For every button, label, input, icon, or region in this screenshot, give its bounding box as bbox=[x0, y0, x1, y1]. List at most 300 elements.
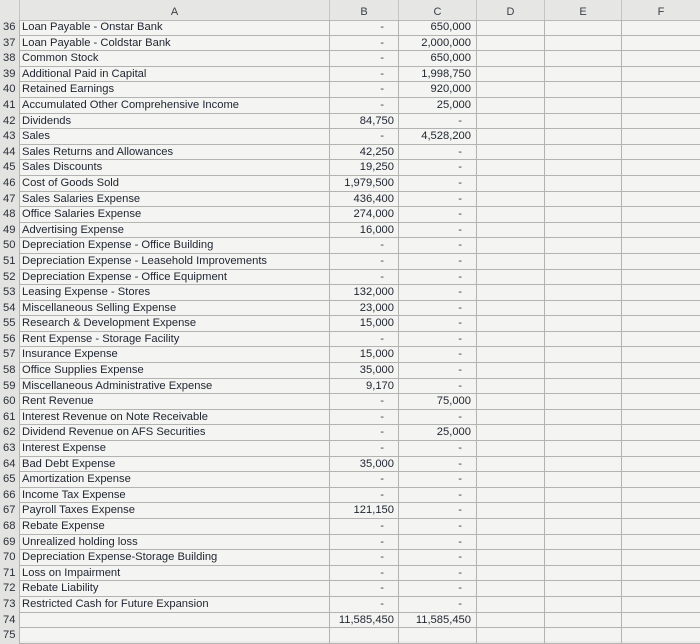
cell-account-name[interactable]: Depreciation Expense - Leasehold Improvements bbox=[20, 254, 330, 270]
cell-empty[interactable] bbox=[622, 36, 700, 52]
cell-empty[interactable] bbox=[477, 285, 545, 301]
cell-empty[interactable] bbox=[545, 379, 622, 395]
cell-credit[interactable]: - bbox=[399, 441, 477, 457]
cell-credit[interactable]: 4,528,200 bbox=[399, 129, 477, 145]
cell-credit[interactable]: - bbox=[399, 457, 477, 473]
cell-empty[interactable] bbox=[545, 238, 622, 254]
cell-empty[interactable] bbox=[622, 20, 700, 36]
table-row bbox=[0, 535, 700, 551]
row-number[interactable]: 66 bbox=[0, 488, 20, 504]
cell-empty[interactable] bbox=[477, 98, 545, 114]
cell-empty[interactable] bbox=[477, 129, 545, 145]
cell-credit[interactable]: - bbox=[399, 254, 477, 270]
cell-account-name[interactable]: Rent Expense - Storage Facility bbox=[20, 332, 330, 348]
row-number[interactable]: 65 bbox=[0, 472, 20, 488]
cell-credit[interactable]: - bbox=[399, 114, 477, 130]
cell-empty[interactable] bbox=[622, 301, 700, 317]
column-header-f[interactable]: F bbox=[657, 6, 665, 18]
cell-account-name[interactable]: Rebate Liability bbox=[20, 581, 330, 597]
cell-credit[interactable]: - bbox=[399, 566, 477, 582]
cell-debit[interactable]: - bbox=[330, 535, 399, 551]
cell-empty[interactable] bbox=[545, 550, 622, 566]
row-number[interactable]: 40 bbox=[0, 82, 20, 98]
cell-debit[interactable]: 16,000 bbox=[330, 223, 399, 239]
cell-empty[interactable] bbox=[545, 519, 622, 535]
cell-credit[interactable]: - bbox=[399, 176, 477, 192]
row-number[interactable]: 41 bbox=[0, 98, 20, 114]
row-number[interactable]: 55 bbox=[0, 316, 20, 332]
cell-account-name[interactable]: Office Supplies Expense bbox=[20, 363, 330, 379]
cell-empty[interactable] bbox=[477, 176, 545, 192]
cell-empty[interactable] bbox=[545, 129, 622, 145]
cell-debit[interactable]: 35,000 bbox=[330, 363, 399, 379]
cell-debit[interactable]: - bbox=[330, 20, 399, 36]
cell-empty[interactable] bbox=[622, 550, 700, 566]
cell-empty[interactable] bbox=[477, 316, 545, 332]
cell-credit[interactable]: - bbox=[399, 503, 477, 519]
cell-empty[interactable] bbox=[545, 457, 622, 473]
cell-empty[interactable] bbox=[545, 347, 622, 363]
row-number[interactable]: 43 bbox=[0, 129, 20, 145]
cell-account-name[interactable]: Interest Revenue on Note Receivable bbox=[20, 410, 330, 426]
column-header-d[interactable]: D bbox=[477, 0, 545, 20]
cell-account-name[interactable]: Income Tax Expense bbox=[20, 488, 330, 504]
cell-account-name[interactable]: Rebate Expense bbox=[20, 519, 330, 535]
row-number[interactable]: 70 bbox=[0, 550, 20, 566]
cell-credit[interactable]: - bbox=[399, 597, 477, 613]
cell-empty[interactable] bbox=[545, 332, 622, 348]
row-number[interactable]: 49 bbox=[0, 223, 20, 239]
cell-empty[interactable] bbox=[477, 254, 545, 270]
cell-empty[interactable] bbox=[622, 581, 700, 597]
cell-account-name[interactable]: Accumulated Other Comprehensive Income bbox=[20, 98, 330, 114]
cell-empty[interactable] bbox=[545, 581, 622, 597]
cell-account-name[interactable]: Dividends bbox=[20, 114, 330, 130]
cell-account-name[interactable]: Miscellaneous Administrative Expense bbox=[20, 379, 330, 395]
cell-account-name[interactable]: Interest Expense bbox=[20, 441, 330, 457]
cell-empty[interactable] bbox=[545, 176, 622, 192]
cell-debit[interactable]: 84,750 bbox=[330, 114, 399, 130]
cell-debit[interactable]: 121,150 bbox=[330, 503, 399, 519]
cell-empty[interactable] bbox=[622, 457, 700, 473]
cell-empty[interactable] bbox=[545, 285, 622, 301]
cell-empty[interactable] bbox=[545, 82, 622, 98]
cell-credit[interactable]: 650,000 bbox=[399, 51, 477, 67]
cell-debit[interactable]: - bbox=[330, 488, 399, 504]
cell-empty[interactable] bbox=[477, 67, 545, 83]
table-row bbox=[0, 316, 700, 332]
cell-debit[interactable]: 274,000 bbox=[330, 207, 399, 223]
cell-empty[interactable] bbox=[622, 628, 700, 644]
cell-empty[interactable] bbox=[622, 441, 700, 457]
cell-empty[interactable] bbox=[477, 410, 545, 426]
cell-empty[interactable] bbox=[545, 410, 622, 426]
cell-debit[interactable]: 23,000 bbox=[330, 301, 399, 317]
row-number[interactable]: 60 bbox=[0, 394, 20, 410]
cell-debit[interactable]: - bbox=[330, 410, 399, 426]
cell-empty[interactable] bbox=[477, 597, 545, 613]
cell-empty[interactable] bbox=[545, 441, 622, 457]
cell-debit[interactable]: - bbox=[330, 597, 399, 613]
cell-credit[interactable]: 650,000 bbox=[399, 20, 477, 36]
cell-empty[interactable] bbox=[477, 82, 545, 98]
cell-empty[interactable] bbox=[477, 192, 545, 208]
cell-credit[interactable]: 11,585,450 bbox=[399, 613, 477, 629]
cell-account-name[interactable] bbox=[20, 628, 330, 644]
cell-credit[interactable]: - bbox=[399, 192, 477, 208]
cell-debit[interactable]: - bbox=[330, 82, 399, 98]
cell-empty[interactable] bbox=[545, 597, 622, 613]
cell-empty[interactable] bbox=[622, 145, 700, 161]
cell-credit[interactable]: 1,998,750 bbox=[399, 67, 477, 83]
table-row bbox=[0, 285, 700, 301]
table-row bbox=[0, 410, 700, 426]
cell-credit[interactable]: - bbox=[399, 519, 477, 535]
cell-account-name[interactable]: Restricted Cash for Future Expansion bbox=[20, 597, 330, 613]
cell-empty[interactable] bbox=[477, 394, 545, 410]
cell-debit[interactable]: - bbox=[330, 519, 399, 535]
cell-debit[interactable]: - bbox=[330, 566, 399, 582]
row-number[interactable]: 61 bbox=[0, 410, 20, 426]
cell-empty[interactable] bbox=[545, 114, 622, 130]
cell-empty[interactable] bbox=[477, 332, 545, 348]
row-number[interactable]: 69 bbox=[0, 535, 20, 551]
cell-credit[interactable]: - bbox=[399, 347, 477, 363]
column-header-c[interactable]: C bbox=[399, 0, 477, 20]
cell-account-name[interactable]: Bad Debt Expense bbox=[20, 457, 330, 473]
cell-empty[interactable] bbox=[477, 145, 545, 161]
cell-empty[interactable] bbox=[477, 238, 545, 254]
cell-account-name[interactable]: Sales Discounts bbox=[20, 160, 330, 176]
cell-empty[interactable] bbox=[477, 270, 545, 286]
cell-empty[interactable] bbox=[622, 363, 700, 379]
cell-credit[interactable]: 75,000 bbox=[399, 394, 477, 410]
cell-account-name[interactable]: Loan Payable - Onstar Bank bbox=[20, 20, 330, 36]
cell-account-name[interactable]: Office Salaries Expense bbox=[20, 207, 330, 223]
cell-account-name[interactable]: Research & Development Expense bbox=[20, 316, 330, 332]
cell-empty[interactable] bbox=[545, 394, 622, 410]
cell-account-name[interactable]: Depreciation Expense-Storage Building bbox=[20, 550, 330, 566]
cell-empty[interactable] bbox=[477, 503, 545, 519]
cell-debit[interactable]: 1,979,500 bbox=[330, 176, 399, 192]
cell-empty[interactable] bbox=[477, 535, 545, 551]
cell-account-name[interactable]: Additional Paid in Capital bbox=[20, 67, 330, 83]
cell-account-name[interactable]: Amortization Expense bbox=[20, 472, 330, 488]
cell-credit[interactable]: - bbox=[399, 145, 477, 161]
cell-debit[interactable]: 19,250 bbox=[330, 160, 399, 176]
cell-empty[interactable] bbox=[545, 628, 622, 644]
cell-credit[interactable]: - bbox=[399, 301, 477, 317]
cell-debit[interactable]: - bbox=[330, 254, 399, 270]
cell-debit[interactable]: - bbox=[330, 550, 399, 566]
row-number[interactable]: 71 bbox=[0, 566, 20, 582]
cell-debit[interactable]: - bbox=[330, 441, 399, 457]
cell-credit[interactable]: - bbox=[399, 472, 477, 488]
cell-debit[interactable]: 15,000 bbox=[330, 316, 399, 332]
cell-empty[interactable] bbox=[622, 503, 700, 519]
table-row bbox=[0, 613, 700, 629]
cell-empty[interactable] bbox=[622, 347, 700, 363]
cell-empty[interactable] bbox=[622, 51, 700, 67]
cell-empty[interactable] bbox=[545, 472, 622, 488]
row-number[interactable]: 63 bbox=[0, 441, 20, 457]
cell-empty[interactable] bbox=[622, 223, 700, 239]
cell-empty[interactable] bbox=[622, 394, 700, 410]
cell-debit[interactable]: - bbox=[330, 472, 399, 488]
cell-empty[interactable] bbox=[622, 566, 700, 582]
cell-empty[interactable] bbox=[622, 82, 700, 98]
cell-account-name[interactable]: Advertising Expense bbox=[20, 223, 330, 239]
cell-empty[interactable] bbox=[622, 98, 700, 114]
cell-credit[interactable]: 2,000,000 bbox=[399, 36, 477, 52]
column-header-a[interactable]: A bbox=[20, 0, 330, 20]
table-row bbox=[0, 207, 700, 223]
cell-debit[interactable]: 42,250 bbox=[330, 145, 399, 161]
cell-credit[interactable]: - bbox=[399, 379, 477, 395]
cell-credit[interactable]: - bbox=[399, 223, 477, 239]
cell-empty[interactable] bbox=[622, 535, 700, 551]
row-number[interactable]: 42 bbox=[0, 114, 20, 130]
row-number[interactable]: 56 bbox=[0, 332, 20, 348]
cell-empty[interactable] bbox=[477, 379, 545, 395]
cell-empty[interactable] bbox=[477, 613, 545, 629]
cell-empty[interactable] bbox=[622, 207, 700, 223]
table-row bbox=[0, 488, 700, 504]
row-number[interactable]: 47 bbox=[0, 192, 20, 208]
cell-empty[interactable] bbox=[622, 316, 700, 332]
row-number[interactable]: 67 bbox=[0, 503, 20, 519]
cell-empty[interactable] bbox=[477, 363, 545, 379]
cell-debit[interactable]: 15,000 bbox=[330, 347, 399, 363]
cell-account-name[interactable]: Rent Revenue bbox=[20, 394, 330, 410]
cell-empty[interactable] bbox=[545, 51, 622, 67]
cell-empty[interactable] bbox=[545, 425, 622, 441]
cell-empty[interactable] bbox=[477, 472, 545, 488]
row-number[interactable]: 57 bbox=[0, 347, 20, 363]
row-number[interactable]: 72 bbox=[0, 581, 20, 597]
row-number[interactable]: 54 bbox=[0, 301, 20, 317]
cell-account-name[interactable]: Retained Earnings bbox=[20, 82, 330, 98]
cell-account-name[interactable]: Loss on Impairment bbox=[20, 566, 330, 582]
row-number[interactable]: 59 bbox=[0, 379, 20, 395]
cell-empty[interactable] bbox=[545, 363, 622, 379]
row-number[interactable]: 44 bbox=[0, 145, 20, 161]
cell-empty[interactable] bbox=[477, 347, 545, 363]
cell-credit[interactable]: - bbox=[399, 581, 477, 597]
cell-empty[interactable] bbox=[545, 145, 622, 161]
row-number[interactable]: 51 bbox=[0, 254, 20, 270]
row-number[interactable]: 48 bbox=[0, 207, 20, 223]
cell-account-name[interactable]: Cost of Goods Sold bbox=[20, 176, 330, 192]
cell-empty[interactable] bbox=[545, 223, 622, 239]
cell-account-name[interactable]: Payroll Taxes Expense bbox=[20, 503, 330, 519]
cell-credit[interactable]: 920,000 bbox=[399, 82, 477, 98]
row-number[interactable]: 39 bbox=[0, 67, 20, 83]
cell-debit[interactable]: - bbox=[330, 36, 399, 52]
cell-empty[interactable] bbox=[477, 488, 545, 504]
cell-debit[interactable]: 132,000 bbox=[330, 285, 399, 301]
cell-empty[interactable] bbox=[545, 270, 622, 286]
cell-empty[interactable] bbox=[622, 129, 700, 145]
cell-empty[interactable] bbox=[545, 192, 622, 208]
cell-account-name[interactable] bbox=[20, 613, 330, 629]
cell-empty[interactable] bbox=[545, 36, 622, 52]
cell-debit[interactable]: - bbox=[330, 238, 399, 254]
row-number[interactable]: 38 bbox=[0, 51, 20, 67]
cell-credit[interactable]: - bbox=[399, 270, 477, 286]
cell-debit[interactable]: 9,170 bbox=[330, 379, 399, 395]
cell-empty[interactable] bbox=[622, 67, 700, 83]
cell-credit[interactable]: - bbox=[399, 160, 477, 176]
cell-credit[interactable]: - bbox=[399, 488, 477, 504]
row-number[interactable]: 37 bbox=[0, 36, 20, 52]
row-number[interactable]: 50 bbox=[0, 238, 20, 254]
cell-empty[interactable] bbox=[545, 316, 622, 332]
cell-empty[interactable] bbox=[477, 457, 545, 473]
cell-empty[interactable] bbox=[477, 223, 545, 239]
cell-credit[interactable]: - bbox=[399, 207, 477, 223]
cell-empty[interactable] bbox=[545, 503, 622, 519]
cell-empty[interactable] bbox=[545, 301, 622, 317]
cell-account-name[interactable]: Sales Salaries Expense bbox=[20, 192, 330, 208]
column-header-e[interactable]: E bbox=[545, 0, 622, 20]
cell-account-name[interactable]: Depreciation Expense - Office Building bbox=[20, 238, 330, 254]
cell-debit[interactable]: - bbox=[330, 129, 399, 145]
cell-empty[interactable] bbox=[622, 613, 700, 629]
row-number[interactable]: 75 bbox=[0, 628, 20, 644]
cell-empty[interactable] bbox=[622, 410, 700, 426]
cell-account-name[interactable]: Common Stock bbox=[20, 51, 330, 67]
cell-empty[interactable] bbox=[622, 114, 700, 130]
cell-empty[interactable] bbox=[477, 36, 545, 52]
cell-empty[interactable] bbox=[477, 160, 545, 176]
cell-empty[interactable] bbox=[545, 488, 622, 504]
table-row bbox=[0, 581, 700, 597]
cell-empty[interactable] bbox=[477, 550, 545, 566]
cell-empty[interactable] bbox=[622, 597, 700, 613]
cell-account-name[interactable]: Unrealized holding loss bbox=[20, 535, 330, 551]
row-number[interactable]: 64 bbox=[0, 457, 20, 473]
cell-credit[interactable]: - bbox=[399, 316, 477, 332]
row-number[interactable]: 36 bbox=[0, 20, 20, 36]
cell-empty[interactable] bbox=[477, 20, 545, 36]
row-number[interactable]: 68 bbox=[0, 519, 20, 535]
cell-empty[interactable] bbox=[622, 285, 700, 301]
cell-debit[interactable]: - bbox=[330, 394, 399, 410]
cell-empty[interactable] bbox=[545, 207, 622, 223]
cell-account-name[interactable]: Leasing Expense - Stores bbox=[20, 285, 330, 301]
cell-empty[interactable] bbox=[477, 425, 545, 441]
cell-credit[interactable]: - bbox=[399, 285, 477, 301]
row-number[interactable]: 73 bbox=[0, 597, 20, 613]
column-header-b[interactable]: B bbox=[330, 0, 399, 20]
cell-credit[interactable]: - bbox=[399, 363, 477, 379]
cell-empty[interactable] bbox=[477, 628, 545, 644]
cell-empty[interactable] bbox=[477, 581, 545, 597]
cell-credit[interactable]: - bbox=[399, 332, 477, 348]
cell-debit[interactable]: - bbox=[330, 51, 399, 67]
cell-empty[interactable] bbox=[622, 488, 700, 504]
select-all-corner[interactable] bbox=[0, 0, 20, 20]
cell-empty[interactable] bbox=[477, 566, 545, 582]
cell-account-name[interactable]: Depreciation Expense - Office Equipment bbox=[20, 270, 330, 286]
cell-empty[interactable] bbox=[622, 379, 700, 395]
cell-debit[interactable]: 436,400 bbox=[330, 192, 399, 208]
cell-empty[interactable] bbox=[622, 270, 700, 286]
cell-debit[interactable]: - bbox=[330, 332, 399, 348]
cell-credit[interactable]: 25,000 bbox=[399, 98, 477, 114]
row-number[interactable]: 53 bbox=[0, 285, 20, 301]
cell-empty[interactable] bbox=[545, 535, 622, 551]
cell-credit[interactable]: - bbox=[399, 535, 477, 551]
row-number[interactable]: 46 bbox=[0, 176, 20, 192]
cell-empty[interactable] bbox=[545, 613, 622, 629]
cell-empty[interactable] bbox=[545, 566, 622, 582]
cell-empty[interactable] bbox=[477, 301, 545, 317]
row-number[interactable]: 58 bbox=[0, 363, 20, 379]
cell-empty[interactable] bbox=[622, 519, 700, 535]
cell-empty[interactable] bbox=[477, 519, 545, 535]
cell-debit[interactable]: - bbox=[330, 98, 399, 114]
cell-empty[interactable] bbox=[622, 472, 700, 488]
row-number[interactable]: 45 bbox=[0, 160, 20, 176]
cell-empty[interactable] bbox=[622, 254, 700, 270]
cell-account-name[interactable]: Dividend Revenue on AFS Securities bbox=[20, 425, 330, 441]
cell-credit[interactable]: - bbox=[399, 410, 477, 426]
cell-account-name[interactable]: Miscellaneous Selling Expense bbox=[20, 301, 330, 317]
cell-empty[interactable] bbox=[545, 254, 622, 270]
cell-empty[interactable] bbox=[622, 425, 700, 441]
cell-empty[interactable] bbox=[622, 176, 700, 192]
cell-account-name[interactable]: Insurance Expense bbox=[20, 347, 330, 363]
cell-empty[interactable] bbox=[545, 160, 622, 176]
row-number[interactable]: 74 bbox=[0, 613, 20, 629]
cell-debit[interactable]: - bbox=[330, 270, 399, 286]
table-row bbox=[0, 20, 700, 36]
cell-empty[interactable] bbox=[477, 114, 545, 130]
cell-credit[interactable]: 25,000 bbox=[399, 425, 477, 441]
cell-debit[interactable] bbox=[330, 628, 399, 644]
cell-debit[interactable]: - bbox=[330, 425, 399, 441]
cell-empty[interactable] bbox=[545, 67, 622, 83]
cell-debit[interactable]: 35,000 bbox=[330, 457, 399, 473]
cell-credit[interactable] bbox=[399, 628, 477, 644]
cell-empty[interactable] bbox=[477, 51, 545, 67]
cell-account-name[interactable]: Sales Returns and Allowances bbox=[20, 145, 330, 161]
cell-empty[interactable] bbox=[622, 332, 700, 348]
cell-empty[interactable] bbox=[622, 238, 700, 254]
cell-account-name[interactable]: Loan Payable - Coldstar Bank bbox=[20, 36, 330, 52]
table-row bbox=[0, 566, 700, 582]
cell-debit[interactable]: 11,585,450 bbox=[330, 613, 399, 629]
cell-empty[interactable] bbox=[477, 207, 545, 223]
table-row bbox=[0, 192, 700, 208]
cell-credit[interactable]: - bbox=[399, 238, 477, 254]
table-row bbox=[0, 223, 700, 239]
cell-empty[interactable] bbox=[545, 98, 622, 114]
row-number[interactable]: 52 bbox=[0, 270, 20, 286]
cell-credit[interactable]: - bbox=[399, 550, 477, 566]
cell-debit[interactable]: - bbox=[330, 67, 399, 83]
row-number[interactable]: 62 bbox=[0, 425, 20, 441]
cell-account-name[interactable]: Sales bbox=[20, 129, 330, 145]
cell-empty[interactable] bbox=[477, 441, 545, 457]
cell-empty[interactable] bbox=[622, 160, 700, 176]
cell-empty[interactable] bbox=[545, 20, 622, 36]
cell-debit[interactable]: - bbox=[330, 581, 399, 597]
table-row bbox=[0, 51, 700, 67]
cell-empty[interactable] bbox=[622, 192, 700, 208]
